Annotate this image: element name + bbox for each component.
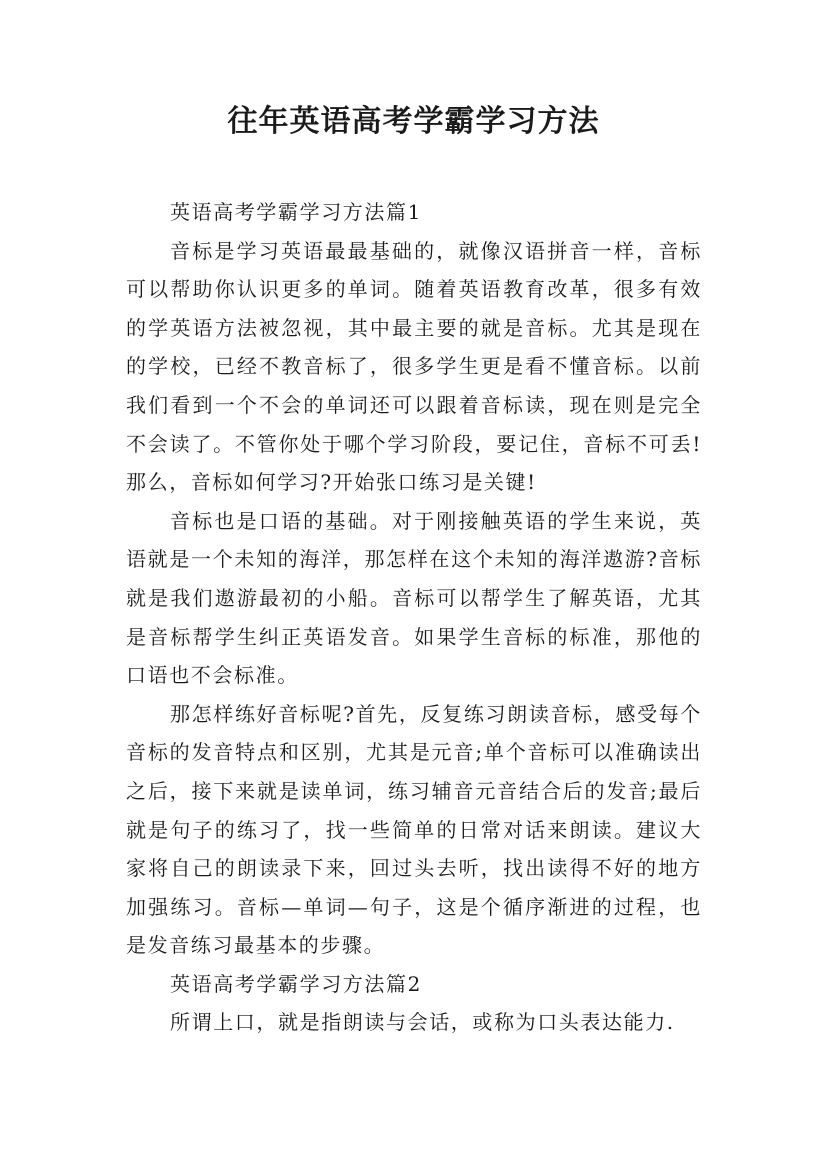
section-heading: 英语高考学霸学习方法篇2 [170, 971, 422, 996]
paragraph: 那怎样练好音标呢?首先，反复练习朗读音标，感受每个音标的发音特点和区别，尤其是元音;单个音标可以准确读出之后，接下来就是读单词，练习辅音元音结合后的发音;最后就是句子的练习了，找一些简单的日常对话来朗读。建议大家将自己的朗读录下来，回过头去听，找出读得不好的地方加强练习。音标—单词—句子，这是个循序渐进的过程，也是发音练习最基本的步骤。 [126, 701, 702, 958]
paragraph: 音标也是口语的基础。对于刚接触英语的学生来说，英语就是一个未知的海洋，那怎样在这个未知的海洋遨游?音标就是我们遨游最初的小船。音标可以帮学生了解英语，尤其是音标帮学生纠正英语发音。如果学生音标的标准，那他的口语也不会标准。 [126, 508, 702, 688]
section-heading: 英语高考学霸学习方法篇1 [170, 200, 422, 224]
paragraph: 音标是学习英语最最基础的，就像汉语拼音一样，音标可以帮助你认识更多的单词。随着英语教育改革，很多有效的学英语方法被忽视，其中最主要的就是音标。尤其是现在的学校，已经不教音标了，很多学生更是看不懂音标。以前我们看到一个不会的单词还可以跟着音标读，现在则是完全不会读了。不管你处于哪个学习阶段，要记住，音标不可丢!那么，音标如何学习?开始张口练习是关键! [126, 238, 702, 495]
document-title: 往年英语高考学霸学习方法 [227, 104, 600, 139]
document-body [126, 193, 702, 1042]
paragraph: 所谓上口，就是指朗读与会话，或称为口头表达能力. [170, 1010, 675, 1035]
